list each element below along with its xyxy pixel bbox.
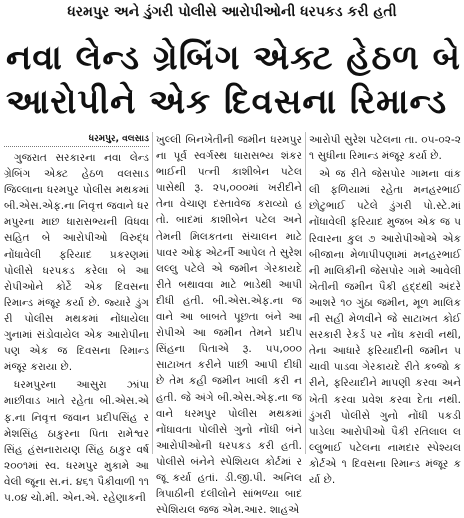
kicker-line: ધરમપુર અને ડુંગરી પોલીસે આરોપીઓની ધરપકડ કરી હતી — [67, 4, 397, 20]
paragraph: એ જ રીતે જેસપોર ગામના વાંકલી ફળિયામાં રહેતા મનહરભાઈ છોટુભાઈ પટેલે ડુંગરી પો.સ્ટે.માં નોંધાવેલી ફરિયાદ મુજબ એક જ પરિવારના કુલ ૭ આરોપીઓએ એકબીજાના મેળાપીપણામાં મનહરભાઈની માલિકીની જેસપોર ગામે આવેલી ખેતીની જમીન પૈકી હદ્દથી અંદરે આશરે ૧૦ ગુંઠા જમીન, મૂળ માલિકની સહી મેળવીને જે સાટાખત કોઈ સરકારી રેકર્ડ પર નોંધ કરાવી નથી, તેના આધારે ફરિયાદીની જમીન પચાવી પાડવા ગેરકાયદે રીતે કબ્જો કરીને, ફરિયાદીને માપણી કરવા અને ખેતી કરવા પ્રવેશ કરવા દેતા નથી. ડુંગરી પોલીસે ગુનો નોંધી પકડી પાડેલા આરોપીઓ પૈકી રતિલાલ લલ્લુભાઈ પટેલના નામદાર સ્પેશ્યલ કોર્ટએ ૧ દિવસના રિમાન્ડ મંજૂર કર્યા છે. — [309, 168, 461, 486]
column-divider — [305, 132, 306, 454]
dateline: ધરમપુર, વલસાડ — [4, 132, 149, 147]
paragraph: ખુલ્લી બિનખેતીની જમીન ધરમપુરના પૂર્વ સ્વર્ગસ્થ ધારાસભ્ય શંકરભાઈની પત્ની કાશીબેન પટેલ પાસેથી રૂ. ૨૫,૦૦૦માં ખરીદીને તેના વેચાણ દસ્તાવેજ કરાવ્યો હતો. બાદમાં કાશીબેન પટેલ અને તેમની મિલકતના સંચાલન માટે પાવર ઓફ એટર્ની આપેલ તે સુરેશ લલ્લુ પટેલે એ જમીન ગેરકાયદે રીતે બથાવવા માટે ભાડેથી આપી દીધી હતી. બી.એસ.એફ.ના જવાને આ બાબતે પૂછતા બંને આરોપીએ આ જમીન તેમને પ્રદીપસિંહના પિતાએ રૂ. ૫૫,૦૦૦ સાટાખત કરીને પાછી આપી દીધી છે તેમ કહી જમીન ખાલી કરી ન હતી. જે અંગે બી.એસ.એફ.ના જવાને ધરમપુર પોલીસ મથકમાં નોંધાવતા પોલીસે ગુનો નોંધી બંને આરોપીઓની ધરપકડ કરી હતી. પોલીસે બંનેને સ્પેશિયલ કોર્ટમાં રજૂ કર્યા હતાં. ડી.જી.પી. અનિલ ત્રિપાઠીની દલીલોને સાંભળ્યા બાદ સ્પેશિયલ જજ એમ.આર. શાહએ — [156, 134, 302, 517]
article-column-3 — [309, 132, 461, 486]
article-column-2 — [156, 132, 302, 517]
headline-line-1: નવા લેન્ડ ગ્રેબિંગ એક્ટ હેઠળ બે — [6, 38, 461, 78]
paragraph: ગુજરાત સરકારના નવા લેન્ડ ગ્રેબિંગ એક્ટ હેઠળ વલસાડ જિલ્લાના ધરમપુર પોલીસ મથકમાં બી.એસ.એફ.ના નિવૃત્ત જવાને ધરમપુરના માછ ધારાસભ્યની વિધવા સહિત બે આરોપીઓ વિરુદ્ધ નોંધાવેલી ફરિયાદ પ્રકરણમાં પોલીસે ધરપકડ કરેલા બે આરોપીઓને કોર્ટે એક દિવસના રિમાન્ડ મંજૂર કર્યા છે. જ્યારે ડુંગરી પોલીસ મથકમાં નોંધાયેલા ગુનામાં સંડોવાયેલ એક આરોપીના પણ એક જ દિવસના રિમાન્ડ મંજૂર કરાયા છે. — [4, 152, 149, 374]
article-column-1 — [4, 132, 149, 504]
headline-line-2: આરોપીને એક દિવસના રિમાન્ડ — [6, 82, 448, 122]
paragraph: આરોપી સુરેશ પટેલના તા. ૦૫-૦૨-૨૧ સુધીના રિમાન્ડ મંજૂર કર્યા છે. — [309, 134, 461, 163]
paragraph: ધરમપુરના આસુરા ઝાંપા માછીવાડ ખાતે રહેતા બી.એસ.એફ.ના નિવૃત્ત જવાન પ્રદીપસિંહ રમેશસિંહ ઠાકુરના પિતા રામેશ્વરસિંહ હંસનારાયણ સિંહ ઠાકુર વર્ષ ૨૦૦૧માં સ્વ. ધરમપુર મુકામે આવેલી જૂના સ.નં. ૪૬૧ પૈકીવાળી ૧૧૫.૦૪ ચો.મી. એન.એ. રહેણાકની — [4, 379, 149, 504]
column-divider — [152, 132, 153, 454]
